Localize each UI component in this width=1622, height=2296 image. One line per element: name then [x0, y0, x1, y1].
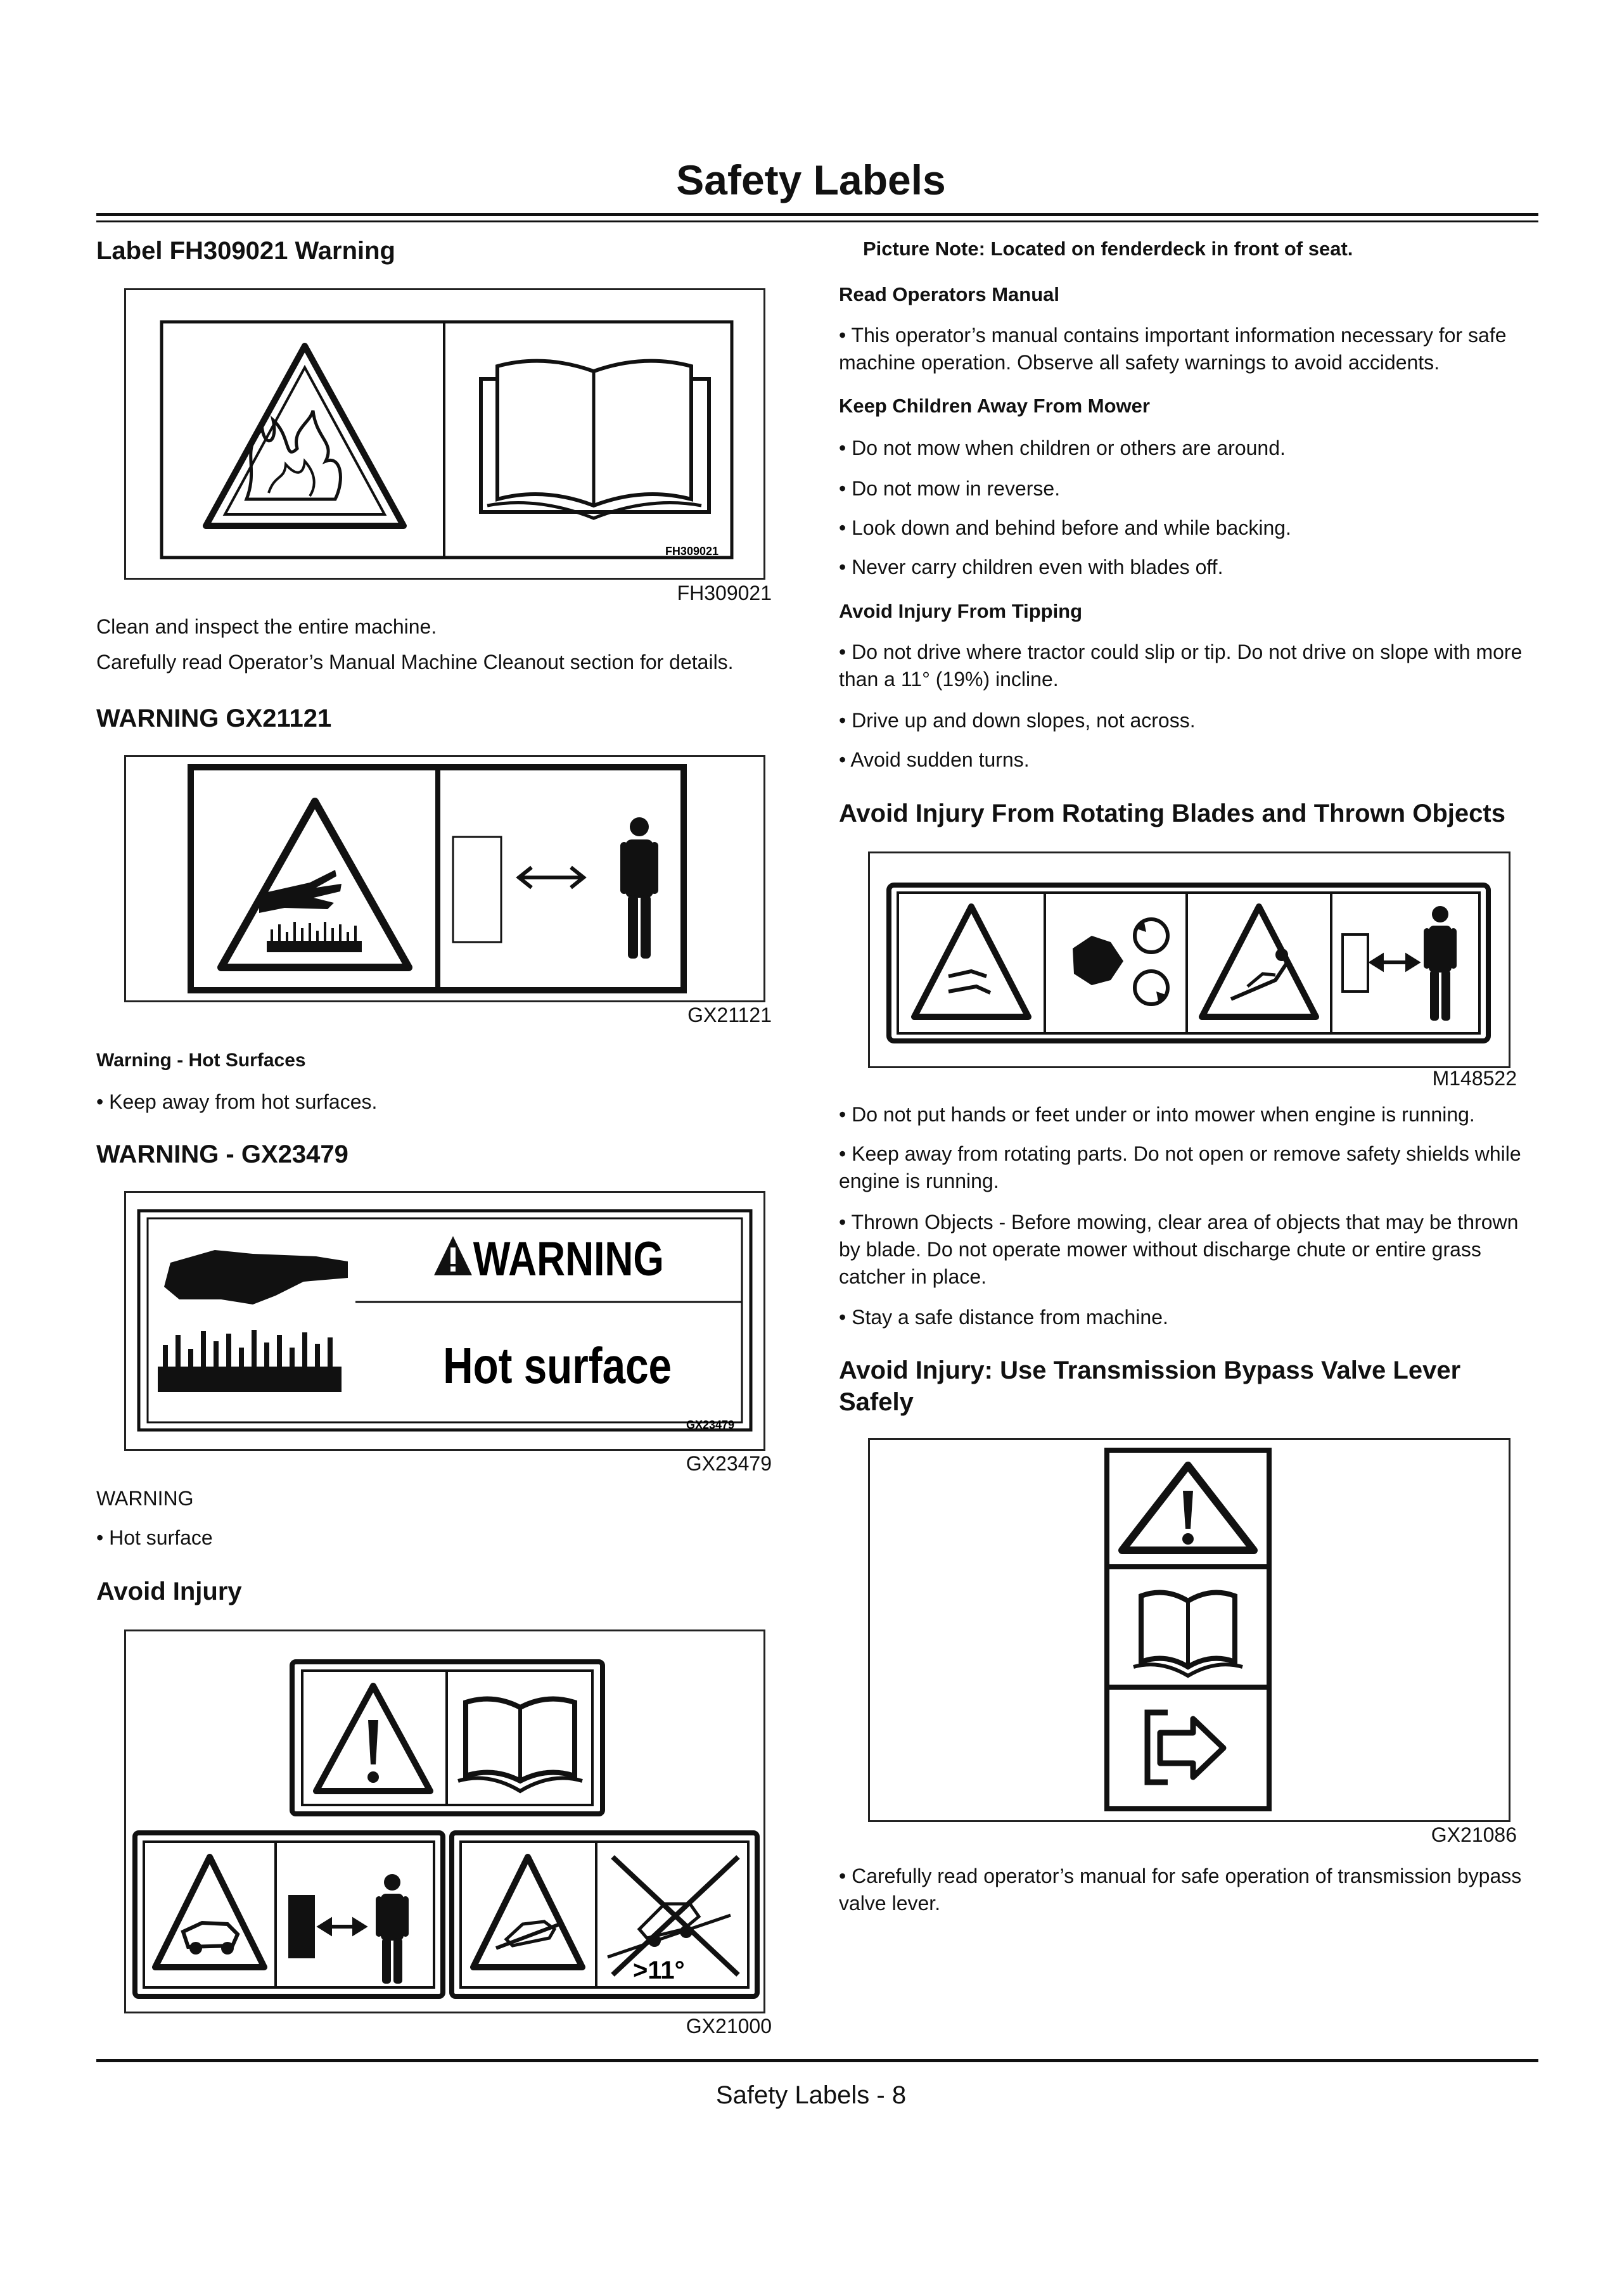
read-manual-bullet: • This operator’s manual contains important information necessary for safe machine operation. Observe all safety warnings to avoid accidents. [839, 324, 1507, 374]
gx21121-heading: WARNING GX21121 [96, 705, 332, 732]
caution-icon [1122, 1465, 1254, 1550]
fh309021-text-2: Carefully read Operator’s Manual Machine Cleanout section for details. [96, 651, 734, 673]
tipping-warning-icon [155, 1857, 264, 1967]
double-arrow-icon [1372, 956, 1417, 969]
title-rule-top [96, 213, 1538, 216]
label-fh309021-heading: Label FH309021 Warning [96, 237, 395, 265]
gx21086-figure [868, 1438, 1510, 1822]
machine-block-icon [288, 1895, 315, 1958]
gx21086-caption: GX21086 [1431, 1823, 1517, 1846]
children-bullet-3: • Look down and behind before and while backing. [839, 516, 1291, 539]
hand-foot-warning-icon [914, 907, 1028, 1017]
bypass-bullet: • Carefully read operator’s manual for safe operation of transmission bypass valve lever. [839, 1865, 1522, 1915]
fh309021-small-code: FH309021 [665, 545, 718, 558]
gx21121-subheading: Warning - Hot Surfaces [96, 1050, 306, 1071]
tipping-bullet-2: • Drive up and down slopes, not across. [839, 709, 1196, 732]
manual-book-icon [458, 1699, 582, 1791]
blades-bullet-4: • Stay a safe distance from machine. [839, 1306, 1168, 1329]
blades-heading: Avoid Injury From Rotating Blades and Thrown Objects [839, 800, 1505, 827]
hot-surface-warning-icon [221, 801, 409, 967]
picture-note: Picture Note: Located on fenderdeck in front of seat. [863, 238, 1353, 260]
gx21121-bullet: • Keep away from hot surfaces. [96, 1090, 378, 1113]
children-bullet-2: • Do not mow in reverse. [839, 477, 1061, 500]
slope-limit-text: >11° [633, 1956, 685, 1984]
person-icon [376, 1874, 409, 1984]
avoid-injury-heading: Avoid Injury [96, 1578, 242, 1605]
children-bullet-4: • Never carry children even with blades off. [839, 556, 1223, 578]
hot-surface-label-text: Hot surface [443, 1337, 672, 1394]
gx23479-small-code: GX23479 [686, 1419, 734, 1431]
gx21000-figure [124, 1630, 765, 2013]
read-manual-heading: Read Operators Manual [839, 283, 1059, 305]
manual-book-icon [1133, 1593, 1242, 1676]
rotating-blade-icon [1073, 919, 1168, 1004]
tipping-bullet-1: • Do not drive where tractor could slip or tip. Do not drive on slope with more than a 11° (19%) incline. [839, 641, 1523, 691]
gx23479-heading: WARNING - GX23479 [96, 1140, 348, 1168]
fh309021-figure [124, 288, 765, 580]
bypass-heading: Avoid Injury: Use Transmission Bypass Valve Lever Safely [839, 1356, 1461, 1416]
person-icon [620, 817, 658, 959]
m148522-caption: M148522 [1432, 1067, 1517, 1090]
tipping-heading: Avoid Injury From Tipping [839, 600, 1083, 622]
fh309021-text-1: Clean and inspect the entire machine. [96, 615, 437, 638]
blades-bullet-3: • Thrown Objects - Before mowing, clear area of objects that may be thrown by blade. Do not operate mower without discharge chute or entire grass catcher in place. [839, 1211, 1519, 1288]
fire-warning-icon [206, 346, 404, 526]
thrown-objects-warning-icon [1202, 907, 1316, 1017]
children-heading: Keep Children Away From Mower [839, 395, 1150, 417]
machine-block-icon [1343, 934, 1368, 992]
gx21000-caption: GX21000 [686, 2015, 772, 2038]
heat-icon [158, 1330, 342, 1392]
page-title: Safety Labels [676, 156, 946, 203]
gx23479-bullet: • Hot surface [96, 1526, 213, 1549]
caution-icon [316, 1686, 430, 1791]
gx21121-figure [124, 755, 765, 1002]
title-rule-bottom [96, 220, 1538, 222]
m148522-figure [868, 851, 1510, 1068]
blades-bullet-2: • Keep away from rotating parts. Do not open or remove safety shields while engine is running. [839, 1142, 1521, 1192]
children-bullet-1: • Do not mow when children or others are around. [839, 437, 1286, 459]
gx23479-text: WARNING [96, 1487, 194, 1510]
gx21121-caption: GX21121 [687, 1004, 772, 1026]
warning-triangle-icon [434, 1236, 472, 1275]
double-arrow-icon [320, 1920, 364, 1933]
bypass-lever-icon [1147, 1712, 1223, 1782]
blades-bullet-1: • Do not put hands or feet under or into mower when engine is running. [839, 1103, 1475, 1126]
hand-icon [164, 1250, 348, 1304]
double-arrow-icon [519, 867, 584, 888]
gx23479-figure [124, 1191, 765, 1451]
book-icon [481, 361, 709, 518]
gx23479-caption: GX23479 [686, 1452, 772, 1475]
no-steep-slope-icon [608, 1857, 738, 1984]
page-footer: Safety Labels - 8 [715, 2081, 907, 2109]
machine-block-icon [453, 837, 501, 942]
person-icon [1424, 906, 1457, 1021]
warning-label-text: WARNING [473, 1232, 664, 1286]
fh309021-caption: FH309021 [677, 582, 772, 604]
tipping-bullet-3: • Avoid sudden turns. [839, 748, 1030, 771]
footer-rule [96, 2059, 1538, 2062]
slope-warning-icon [473, 1857, 582, 1967]
